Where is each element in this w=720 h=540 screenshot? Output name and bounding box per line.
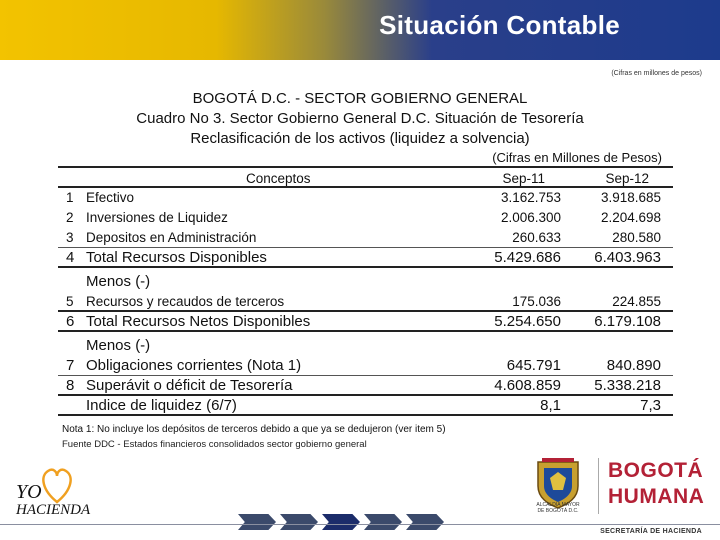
table-row-total — [58, 312, 673, 332]
row-number: 6 — [66, 313, 75, 330]
bogota-logo-line-2: HUMANA — [608, 485, 705, 508]
treasury-table — [58, 166, 673, 416]
row-value-sep-12: 3.918.685 — [600, 190, 661, 205]
bogota-humana-logo — [608, 458, 704, 510]
table-units: (Cifras en Millones de Pesos) — [492, 150, 662, 165]
slide-title: Situación Contable — [379, 10, 620, 40]
row-number: 2 — [66, 210, 74, 225]
department-label: SECRETARÍA DE HACIENDA — [600, 528, 702, 535]
bogota-logo-line-1: BOGOTÁ — [608, 459, 704, 482]
row-value-sep-11: 3.162.753 — [500, 190, 561, 205]
row-label: Total Recursos Disponibles — [86, 249, 267, 266]
row-label: Depositos en Administración — [86, 230, 257, 245]
progress-arrow-icon — [238, 514, 276, 530]
row-number: 7 — [66, 357, 75, 374]
yo-hacienda-line-1: YO — [16, 481, 42, 503]
table-row — [58, 376, 673, 396]
progress-arrow-icon — [280, 514, 318, 530]
heading-line-2: Cuadro No 3. Sector Gobierno General D.C. Situación de Tesorería — [136, 110, 584, 127]
row-label: Recursos y recaudos de terceros — [86, 294, 285, 309]
row-label: Obligaciones corrientes (Nota 1) — [86, 357, 302, 374]
table-row-index — [58, 396, 673, 416]
row-value-sep-11: 4.608.859 — [494, 377, 561, 394]
row-value-sep-12: 224.855 — [612, 294, 661, 309]
seal-caption-line-1: ALCALDÍA MAYOR — [536, 502, 580, 508]
header-banner — [0, 0, 720, 60]
table-row — [58, 356, 673, 376]
row-label: Indice de liquidez (6/7) — [86, 397, 237, 414]
heart-icon — [43, 470, 70, 502]
row-value-sep-11: 175.036 — [512, 294, 561, 309]
source-note: Fuente DDC - Estados financieros consolidados sector gobierno general — [62, 439, 367, 450]
table-row — [58, 188, 673, 208]
row-value-sep-11: 5.429.686 — [494, 249, 561, 266]
row-value-sep-11: 260.633 — [512, 230, 561, 245]
row-number: 1 — [66, 190, 74, 205]
row-label: Total Recursos Netos Disponibles — [86, 313, 311, 330]
table-row — [58, 292, 673, 312]
row-value-sep-11: 5.254.650 — [494, 313, 561, 330]
column-header-concept: Conceptos — [246, 171, 311, 186]
row-value-sep-12: 2.204.698 — [600, 210, 661, 225]
row-label: Inversiones de Liquidez — [86, 210, 228, 225]
progress-arrows — [238, 514, 448, 530]
seal-caption-line-2: DE BOGOTÁ D.C. — [537, 508, 579, 514]
row-number: 8 — [66, 377, 75, 394]
table-row — [58, 228, 673, 248]
logo-divider — [598, 458, 599, 514]
column-header-sep-12: Sep-12 — [605, 171, 649, 186]
units-note: (Cifras en millones de pesos) — [611, 70, 702, 77]
yo-hacienda-logo — [12, 462, 102, 524]
row-number: 4 — [66, 249, 75, 266]
row-value-sep-12: 840.890 — [606, 357, 661, 374]
row-value-sep-12: 5.338.218 — [594, 377, 661, 394]
footer-divider — [0, 524, 720, 525]
heading-line-1: BOGOTÁ D.C. - SECTOR GOBIERNO GENERAL — [192, 90, 528, 107]
seal-caption — [524, 502, 592, 514]
table-row-subheading — [58, 268, 673, 292]
row-label: Menos (-) — [86, 337, 151, 354]
progress-arrow-icon — [406, 514, 444, 530]
table-row-subheading — [58, 332, 673, 356]
row-label: Superávit o déficit de Tesorería — [86, 377, 293, 394]
table-row — [58, 208, 673, 228]
row-value-sep-11: 8,1 — [540, 397, 561, 414]
progress-arrow-icon — [364, 514, 402, 530]
row-value-sep-12: 280.580 — [612, 230, 661, 245]
table-row-total — [58, 248, 673, 268]
row-value-sep-11: 645.791 — [506, 357, 561, 374]
row-value-sep-12: 6.179.108 — [594, 313, 661, 330]
heading-line-3: Reclasificación de los activos (liquidez a solvencia) — [190, 130, 530, 147]
row-value-sep-12: 6.403.963 — [594, 249, 661, 266]
progress-arrow-icon — [322, 514, 360, 530]
row-number: 5 — [66, 294, 74, 309]
row-value-sep-11: 2.006.300 — [500, 210, 561, 225]
row-label: Efectivo — [86, 190, 135, 205]
footnote: Nota 1: No incluye los depósitos de terceros debido a que ya se dedujeron (ver item 5) — [62, 424, 446, 435]
row-value-sep-12: 7,3 — [640, 397, 661, 414]
row-number: 3 — [66, 230, 74, 245]
yo-hacienda-line-2: HACIENDA — [16, 502, 91, 518]
row-label: Menos (-) — [86, 273, 151, 290]
table-header-row — [58, 166, 673, 188]
column-header-sep-11: Sep-11 — [502, 171, 545, 186]
